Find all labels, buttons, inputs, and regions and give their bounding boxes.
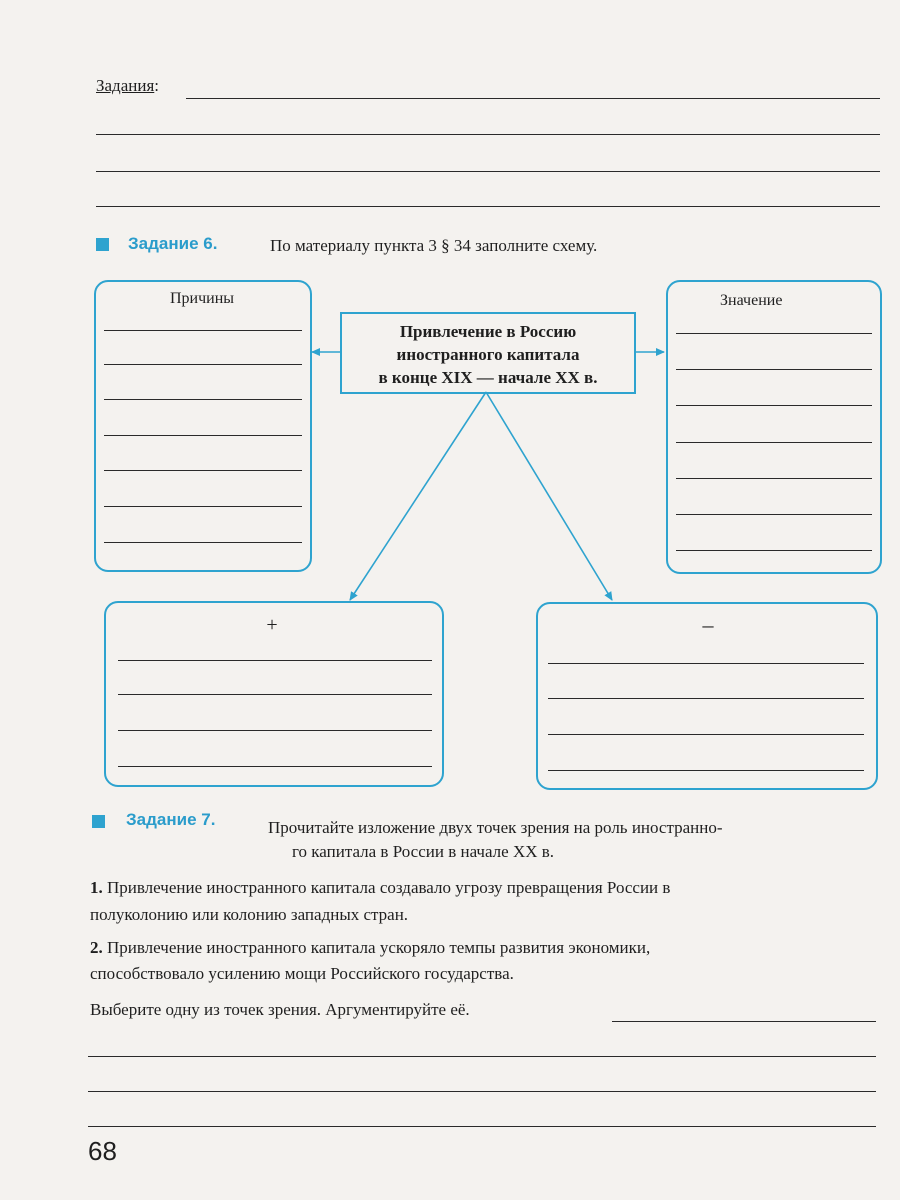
arrow-to-minus <box>486 392 612 600</box>
plus-label: + <box>266 614 278 636</box>
point-2-line1: Привлечение иностранного капитала ускоряло темпы развития экономики, <box>107 938 651 957</box>
answer-line[interactable] <box>88 1056 876 1057</box>
center-box-line3: в конце XIX — начале XX в. <box>378 368 598 387</box>
minus-label: – <box>702 612 714 637</box>
minus-line[interactable] <box>548 770 864 771</box>
point-1-cont: полуколонию или колонию западных стран. <box>90 905 409 924</box>
point-2-cont: способствовало усилению мощи Российского государства. <box>90 964 514 983</box>
center-box-line1: Привлечение в Россию <box>399 322 577 341</box>
task6-title: Задание 6. <box>128 234 218 253</box>
point-2-number: 2. <box>90 938 103 957</box>
tasks-header-label: Задания: <box>96 76 160 95</box>
point-1-number: 1. <box>90 878 103 897</box>
plus-line[interactable] <box>118 660 432 661</box>
causes-label: Причины <box>169 290 235 307</box>
task7-instruction-line1: Прочитайте изложение двух точек зрения на роль иностранно- <box>268 818 723 837</box>
plus-line[interactable] <box>118 730 432 731</box>
plus-line[interactable] <box>118 766 432 767</box>
point-1 <box>90 876 890 900</box>
arrow-to-plus <box>350 392 486 600</box>
page-number: 68 <box>88 1136 117 1166</box>
answer-line[interactable] <box>88 1126 876 1127</box>
point-1-line1: Привлечение иностранного капитала создавало угрозу превращения России в <box>107 878 671 897</box>
task6-instruction: По материалу пункта 3 § 34 заполните схему. <box>270 236 598 255</box>
answer-line[interactable] <box>612 1021 876 1022</box>
point-2 <box>90 936 890 960</box>
task7-bullet-icon <box>92 815 105 828</box>
task7-title: Задание 7. <box>126 810 216 829</box>
tasks-label: Задания <box>96 76 155 95</box>
significance-label: Значение <box>720 292 783 309</box>
minus-line[interactable] <box>548 698 864 699</box>
choose-prompt: Выберите одну из точек зрения. Аргументируйте её. <box>90 1000 470 1019</box>
task7-instruction-line2: го капитала в России в начале XX в. <box>292 842 555 861</box>
center-box-line2: иностранного капитала <box>396 345 580 364</box>
answer-line[interactable] <box>88 1091 876 1092</box>
minus-line[interactable] <box>548 734 864 735</box>
plus-line[interactable] <box>118 694 432 695</box>
minus-line[interactable] <box>548 663 864 664</box>
